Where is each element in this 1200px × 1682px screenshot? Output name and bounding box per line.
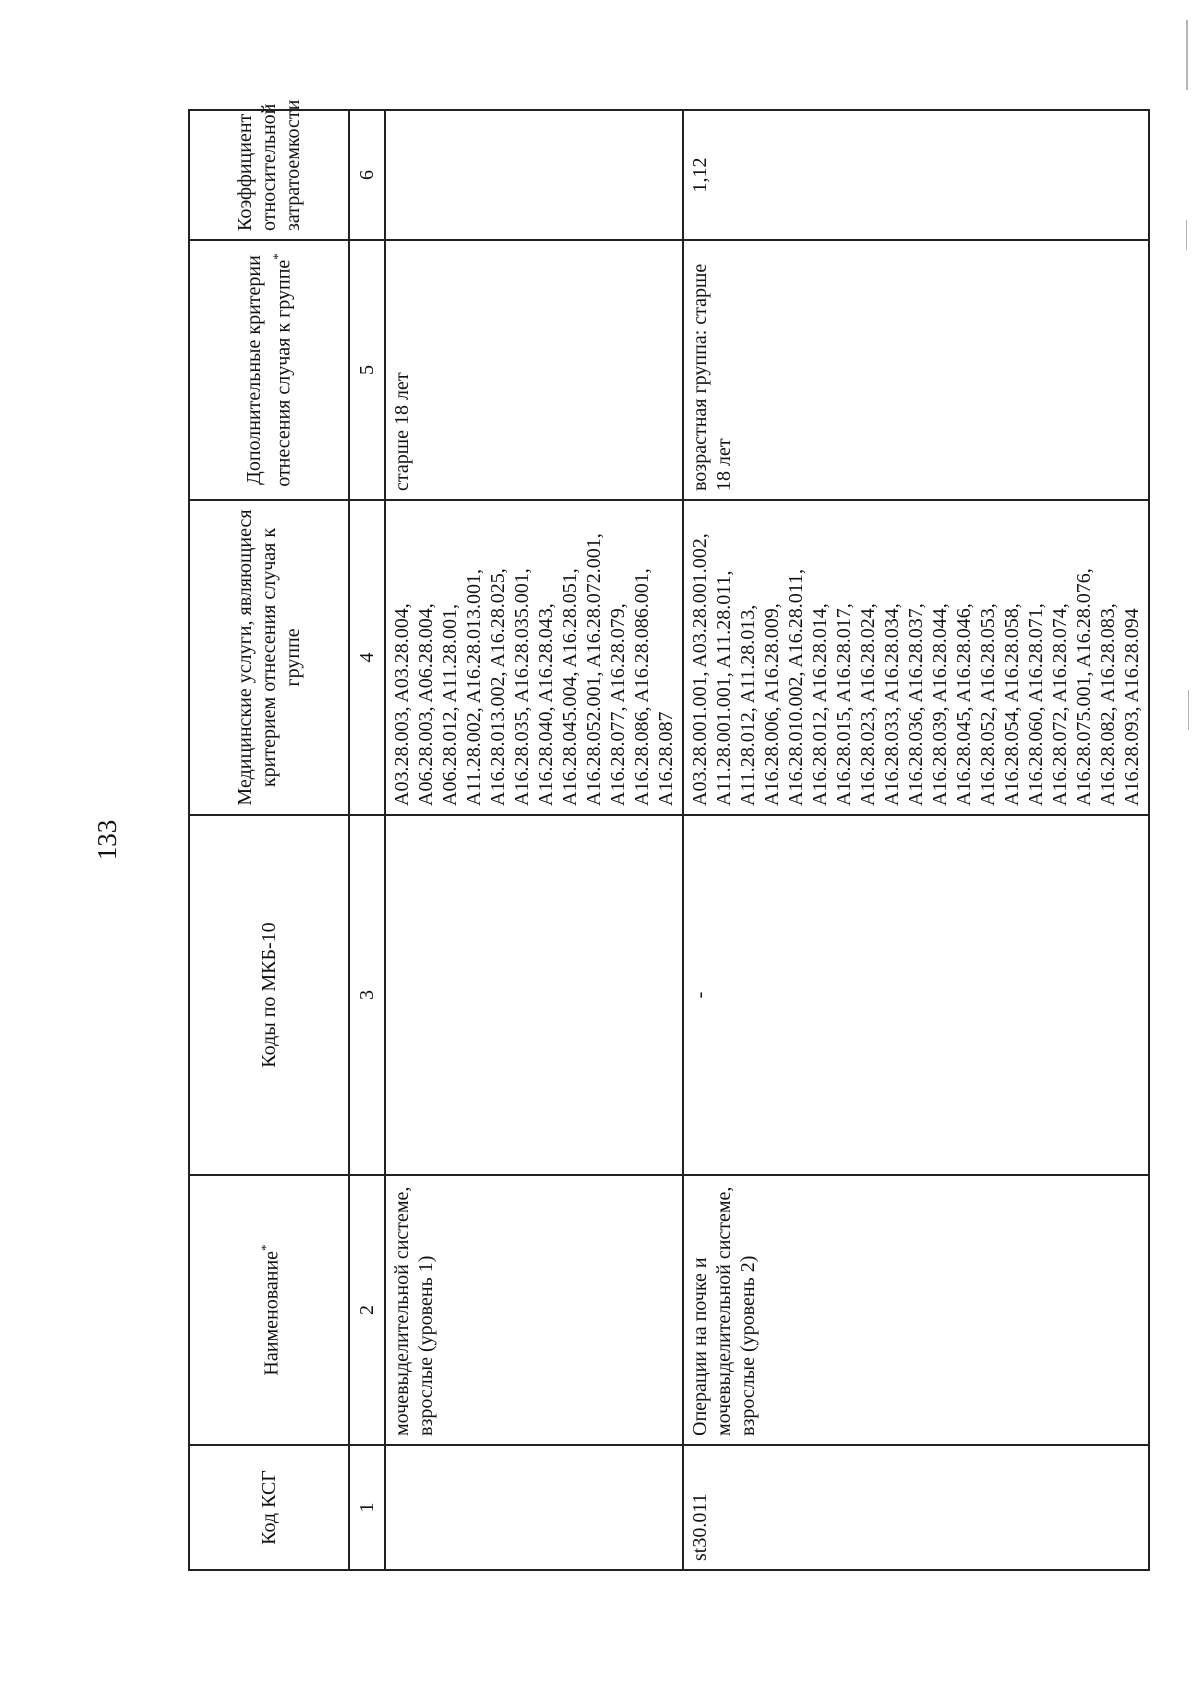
cell-mkb-codes: -	[683, 815, 1149, 1175]
service-line: A11.28.001.001, A11.28.011,	[713, 570, 735, 806]
service-line: A16.28.039, A16.28.044,	[929, 603, 951, 806]
service-line: A16.28.054, A16.28.058,	[1001, 603, 1023, 806]
header-extra-criteria-text: Дополнительные критерии отнесения случая к группе	[243, 255, 295, 487]
column-number: 5	[349, 240, 385, 500]
cell-medical-services	[683, 500, 1149, 815]
service-line: A06.28.003, A06.28.004,	[415, 603, 437, 806]
service-line: A16.28.082, A16.28.083,	[1097, 603, 1119, 806]
page-number: 133	[92, 819, 122, 861]
service-line: A16.28.040, A16.28.043,	[535, 603, 557, 806]
header-medical-services: Медицинские услуги, являющиеся критерием отнесения случая к группе	[189, 500, 349, 815]
column-number: 1	[349, 1445, 385, 1570]
service-line: A16.28.093, A16.28.094	[1121, 608, 1143, 806]
cell-medical-services	[385, 500, 683, 815]
ksg-table	[188, 99, 1150, 1571]
service-line: A16.28.077, A16.28.079,	[607, 603, 629, 806]
service-line: A16.28.060, A16.28.071,	[1025, 603, 1047, 806]
service-line: A16.28.006, A16.28.009,	[761, 603, 783, 806]
header-coefficient: Коэффициент относительной затратоемкости	[189, 110, 349, 240]
service-line: A16.28.010.002, A16.28.011,	[785, 568, 807, 806]
service-line: A16.28.086, A16.28.086.001,	[631, 568, 653, 806]
table-row	[385, 110, 683, 1570]
scan-mark	[1188, 690, 1189, 730]
service-line: A16.28.023, A16.28.024,	[857, 603, 879, 806]
service-line: A03.28.001.001, A03.28.001.002,	[689, 533, 711, 806]
service-line: A16.28.045, A16.28.046,	[953, 603, 975, 806]
column-number-row	[349, 110, 385, 1570]
scan-mark	[1186, 220, 1187, 250]
cell-ksg-code: st30.011	[683, 1445, 1149, 1570]
service-line: A16.28.052, A16.28.053,	[977, 603, 999, 806]
header-mkb-codes: Коды по МКБ-10	[189, 815, 349, 1175]
table-header-row	[189, 110, 349, 1570]
cell-coefficient: 1,12	[683, 110, 1149, 240]
service-line: A16.28.072, A16.28.074,	[1049, 603, 1071, 806]
service-line: A16.28.075.001, A16.28.076,	[1073, 568, 1095, 806]
services-list	[390, 509, 678, 806]
footnote-mark: *	[270, 253, 286, 260]
column-number: 4	[349, 500, 385, 815]
header-name-text: Наименование	[260, 1250, 283, 1376]
service-line: A16.28.012, A16.28.014,	[809, 603, 831, 806]
table-row	[683, 110, 1149, 1570]
rotated-table-wrapper	[188, 99, 1143, 1571]
service-line: A16.28.087	[655, 711, 677, 806]
service-line: A16.28.013.002, A16.28.025,	[487, 568, 509, 806]
footnote-mark: *	[258, 1244, 274, 1251]
service-line: A03.28.003, A03.28.004,	[391, 603, 413, 806]
cell-ksg-code	[385, 1445, 683, 1570]
cell-name: Операции на почке и мочевыделительной системе, взрослые (уровень 2)	[683, 1175, 1149, 1445]
header-name	[189, 1175, 349, 1445]
scan-mark	[1186, 20, 1188, 90]
service-line: A11.28.002, A16.28.013.001,	[463, 568, 485, 806]
service-line: A16.28.045.004, A16.28.051,	[559, 568, 581, 806]
services-list	[688, 509, 1144, 806]
service-line: A11.28.012, A11.28.013,	[737, 604, 759, 806]
header-extra-criteria	[189, 240, 349, 500]
column-number: 6	[349, 110, 385, 240]
service-line: A16.28.033, A16.28.034,	[881, 603, 903, 806]
cell-coefficient	[385, 110, 683, 240]
service-line: A16.28.052.001, A16.28.072.001,	[583, 533, 605, 806]
cell-extra-criteria: старше 18 лет	[385, 240, 683, 500]
service-line: A16.28.015, A16.28.017,	[833, 603, 855, 806]
service-line: A16.28.035, A16.28.035.001,	[511, 568, 533, 806]
column-number: 2	[349, 1175, 385, 1445]
header-ksg-code: Код КСГ	[189, 1445, 349, 1570]
cell-extra-criteria: возрастная группа: старше 18 лет	[683, 240, 1149, 500]
column-number: 3	[349, 815, 385, 1175]
service-line: A06.28.012, A11.28.001,	[439, 603, 461, 806]
cell-mkb-codes	[385, 815, 683, 1175]
cell-name: мочевыделительной системе, взрослые (уровень 1)	[385, 1175, 683, 1445]
service-line: A16.28.036, A16.28.037,	[905, 603, 927, 806]
